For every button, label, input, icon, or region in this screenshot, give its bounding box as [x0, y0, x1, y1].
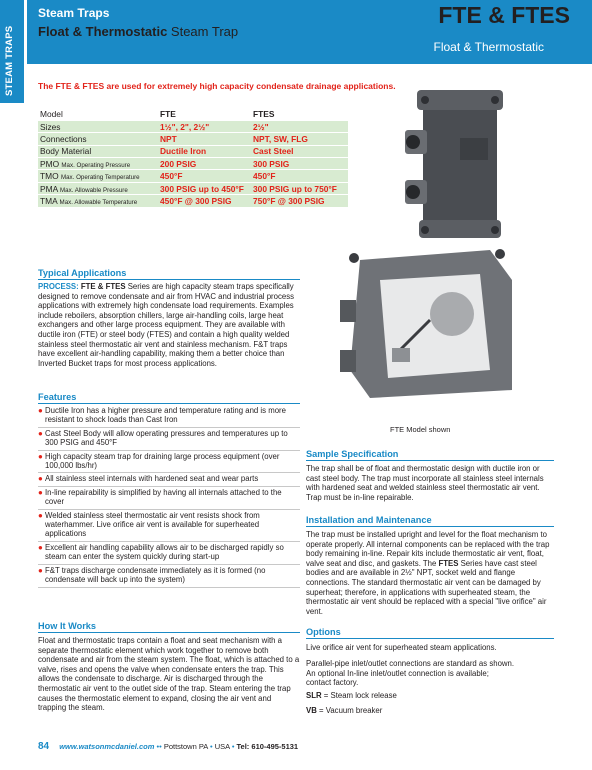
feature-item [38, 567, 300, 588]
bullet-icon: ● [38, 565, 43, 575]
side-tab [0, 0, 24, 103]
spec-fte-value: Ductile Iron [158, 145, 251, 157]
spec-label-detail: Max. Allowable Temperature [59, 198, 138, 206]
features-list [38, 407, 300, 590]
options-slr-code: SLR [306, 691, 322, 700]
spec-label-text: PMA [40, 183, 58, 194]
feature-text: Welded stainless steel thermostatic air vent resists shock from waterhammer. Live orifice air vent is available for superheated applications [45, 511, 260, 538]
sample-rule [306, 460, 554, 461]
spec-ftes-value: 2½" [251, 120, 348, 132]
feature-item [38, 407, 300, 428]
bullet-icon: ● [38, 488, 43, 498]
typical-lead: PROCESS: [38, 282, 79, 291]
spec-ftes-value: FTES [251, 108, 348, 120]
spec-label [38, 195, 158, 207]
page-number: 84 [38, 741, 50, 752]
typical-title: Typical Applications [38, 268, 127, 278]
spec-fte-value: FTE [158, 108, 251, 120]
sample-title: Sample Specification [306, 449, 399, 459]
header-subtitle [38, 24, 238, 39]
bullet-icon: ● [38, 406, 43, 415]
spec-ftes-value: NPT, SW, FLG [251, 133, 348, 145]
typical-models: FTE & FTES [80, 282, 126, 291]
spec-label [38, 145, 158, 157]
spec-label-detail: Max. Operating Pressure [61, 161, 131, 169]
footer-address: Pottstown PA [163, 742, 208, 751]
bullet-icon: ● [38, 474, 43, 484]
footer-sep-2: • [209, 742, 215, 751]
spec-label-text: TMO [40, 171, 59, 182]
spec-label-text: Connections [40, 133, 87, 144]
spec-label-text: PMO [40, 158, 60, 169]
spec-label-text: Sizes [40, 121, 61, 132]
install-title: Installation and Maintenance [306, 515, 432, 525]
bullet-icon: ● [38, 542, 43, 552]
spec-ftes-value: Cast Steel [251, 145, 348, 157]
spec-ftes-value: 450°F [251, 170, 348, 182]
spec-label-text: Body Material [40, 146, 92, 157]
feature-item [38, 512, 300, 542]
spec-label [38, 182, 158, 194]
spec-row [38, 158, 348, 170]
product-image-exterior [405, 80, 515, 250]
image-caption: FTE Model shown [390, 425, 451, 434]
spec-label-text: TMA [40, 195, 58, 206]
bullet-icon: ● [38, 451, 43, 461]
feature-item [38, 475, 300, 487]
features-title: Features [38, 392, 77, 402]
how-title: How It Works [38, 621, 97, 631]
spec-row [38, 108, 348, 120]
feature-text: Cast Steel Body will allow operating pressures and temperatures up to 300 PSIG and 450°F [45, 428, 288, 447]
spec-row [38, 170, 348, 182]
feature-text: F&T traps discharge condensate immediately as it is formed (no condensate will back up into the system) [45, 565, 266, 584]
spec-label-text: Model [40, 108, 63, 119]
spec-label [38, 120, 158, 132]
typical-rule [38, 279, 300, 280]
spec-fte-value: 450°F [158, 170, 251, 182]
sample-text: The trap shall be of float and thermostatic design with ductile iron or cast steel body. The trap must incorporate all stainless steel internals with hardened seat and welded stainless steel thermostatic air vent. Trap must be in-line repairable. [306, 464, 544, 502]
footer-sep-1: •• [156, 742, 164, 751]
install-text-b: Series have cast steel bodies and are available in 2½" NPT, socket weld and flange connections. The standard thermostatic air vent can be damaged by superheat; therefore, in applications with superheated steam, the thermostatic air vent should be replaced with a special "live orifice" air vent. [306, 558, 547, 616]
spec-ftes-value: 300 PSIG up to 750°F [251, 182, 348, 194]
install-text [306, 530, 554, 616]
header-category: Steam Traps [38, 6, 110, 20]
feature-item [38, 544, 300, 565]
options-line2: Parallel-pipe inlet/outlet connections are standard as shown. An optional In-line inlet/outlet connection is available; contact factory. [306, 659, 515, 688]
options-vb [306, 706, 554, 716]
footer-tel: Tel: 610-495-5131 [236, 742, 299, 751]
spec-fte-value: 1½", 2", 2½" [158, 120, 251, 132]
typical-body: Series are high capacity steam traps specifically designed to remove condensate and air from HVAC and industrial process applications with extremely high condensate load requirements. Examples include reboilers, absorption chillers, large air-handling coils, large heat exchangers and other large process equipment. They are available with ductile iron (FTE) or steel body (FTES) and contain a high quality welded stainless steel thermostatic air vent and stainless mechanism. F&T traps have excellent air-handling capability, making them a better choice than Inverted Bucket traps for most process applications. [38, 282, 294, 368]
spec-label-detail: Max. Operating Temperature [60, 174, 140, 182]
spec-label [38, 133, 158, 145]
bullet-icon: ● [38, 428, 43, 438]
spec-table [38, 108, 348, 208]
model-title: FTE & FTES [438, 2, 570, 28]
how-text: Float and thermostatic traps contain a float and seat mechanism with a separate thermostatic element which work together to remove both condensate and air from the steam system. The float, which is attached to a valve, rises and opens the valve when condensate enters the trap. This allows the condensate to discharge. Air is discharged through the thermostatic air vent to the outlet side of the trap. Steam entering the trap causes the thermostatic element to expand, closing the air vent and trapping the steam. [38, 636, 300, 713]
spec-row [38, 195, 348, 207]
feature-text: In-line repairability is simplified by having all internals attached to the cover [45, 488, 282, 507]
footer [38, 741, 298, 752]
options-vb-code: VB [306, 706, 317, 715]
spec-label [38, 170, 158, 182]
options-line1: Live orifice air vent for superheated steam applications. [306, 643, 497, 652]
header-subtitle-bold: Float & Thermostatic [38, 24, 168, 39]
spec-row [38, 133, 348, 145]
options-slr-text: = Steam lock release [321, 691, 397, 700]
how-rule [38, 632, 300, 633]
feature-text: Ductile Iron has a higher pressure and temperature rating and is more resistant to shock loads than Cast Iron [45, 406, 286, 424]
spec-fte-value: 200 PSIG [158, 158, 251, 170]
install-bold: FTES [438, 558, 459, 568]
typical-text [38, 282, 300, 368]
options-slr [306, 691, 554, 701]
spec-ftes-value: 300 PSIG [251, 158, 348, 170]
spec-label [38, 158, 158, 170]
feature-text: Excellent air handling capability allows air to be discharged rapidly so steam can enter the system quickly during start-up [45, 542, 284, 561]
feature-text: High capacity steam trap for draining large process equipment (over 100,000 lbs/hr) [45, 451, 280, 470]
bullet-icon: ● [38, 511, 43, 521]
side-tab-label: STEAM TRAPS [4, 25, 15, 96]
intro-text: The FTE & FTES are used for extremely high capacity condensate drainage applications. [38, 81, 396, 91]
spec-row [38, 145, 348, 157]
spec-row [38, 120, 348, 132]
model-subtitle: Float & Thermostatic [433, 40, 544, 54]
product-image-cutaway [340, 240, 518, 402]
spec-fte-value: 450°F @ 300 PSIG [158, 195, 251, 207]
install-rule [306, 526, 554, 527]
options-rule [306, 638, 554, 639]
footer-sep-3: • [231, 742, 237, 751]
options-vb-text: = Vacuum breaker [316, 706, 383, 715]
options-title: Options [306, 627, 341, 637]
feature-item [38, 489, 300, 510]
features-rule [38, 403, 300, 404]
footer-country: USA [214, 742, 230, 751]
spec-row [38, 182, 348, 194]
spec-fte-value: NPT [158, 133, 251, 145]
feature-item [38, 430, 300, 451]
spec-fte-value: 300 PSIG up to 450°F [158, 182, 251, 194]
spec-label [38, 108, 158, 120]
spec-ftes-value: 750°F @ 300 PSIG [251, 195, 348, 207]
feature-text: All stainless steel internals with hardened seat and wear parts [45, 474, 259, 484]
spec-label-detail: Max. Allowable Pressure [60, 186, 128, 194]
install-text-a: The trap must be installed upright and level for the float mechanism to operate properly. All internal components can be replaced with the trap body remaining in-line. Repair kits include thermostatic air vent, float, valve seat and disc, and gaskets. The [306, 530, 550, 568]
feature-item [38, 453, 300, 474]
header-subtitle-rest: Steam Trap [167, 24, 239, 39]
footer-url[interactable]: www.watsonmcdaniel.com [59, 742, 155, 751]
